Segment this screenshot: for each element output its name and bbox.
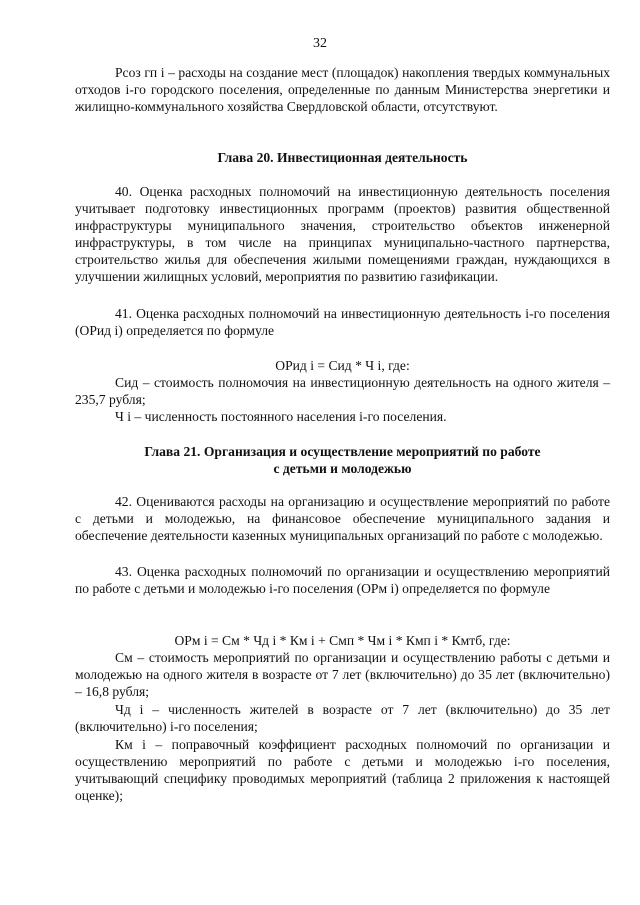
definition-ch: Ч i – численность постоянного населения i-го поселения.: [115, 409, 447, 424]
chapter-21-heading-line2: с детьми и молодежью: [273, 461, 412, 477]
paragraph-42: 42. Оцениваются расходы на организацию и осуществление мероприятий по работе с детьми и молодежью, на финансовое обеспечение муниципального задания и обеспечение деятельности казенных муниципальных организаций по работе с молодежью.: [75, 494, 610, 544]
definition-km: Км i – поправочный коэффициент расходных полномочий по организации и осуществлению мероприятий по работе с детьми и молодежью i-го поселения, учитывающий специфику проводимых мероприятий (таблица 2 приложения к настоящей оценке);: [75, 737, 610, 804]
formula-orid: ОРид i = Сид * Ч i, где:: [275, 358, 410, 373]
definition-sid: Сид – стоимость полномочия на инвестиционную деятельность на одного жителя – 235,7 рубля;: [75, 375, 610, 408]
definition-chd: Чд i – численность жителей в возрасте от 7 лет (включительно) до 35 лет (включительно) i-го поселения;: [75, 702, 610, 735]
paragraph-41: 41. Оценка расходных полномочий на инвестиционную деятельность i-го поселения (ОРид i) определяется по формуле: [75, 306, 610, 339]
chapter-21-heading-line1: Глава 21. Организация и осуществление мероприятий по работе: [144, 444, 541, 459]
definition-sm: См – стоимость мероприятий по организации и осуществлению работы с детьми и молодежью на одного жителя в возрасте от 7 лет (включительно) до 35 лет (включительно) – 16,8 рубля;: [75, 650, 610, 700]
formula-orm: ОРм i = См * Чд i * Км i + Смп * Чм i * Кмп i * Кмтб, где:: [174, 633, 511, 648]
chapter-21-heading: [75, 443, 610, 477]
page-number: 32: [313, 36, 327, 51]
paragraph-43: 43. Оценка расходных полномочий по организации и осуществлению мероприятий по работе с детьми и молодежью i-го поселения (ОРм i) определяется по формуле: [75, 564, 610, 597]
paragraph-40: 40. Оценка расходных полномочий на инвестиционную деятельность поселения учитывает подготовку инвестиционных программ (проектов) развития общественной инфраструктуры муниципального значения, строительство объектов инженерной инфраструктуры, в том числе на принципах муниципально-частного партнерства, строительство жилья для обеспечения жилыми помещениями граждан, нуждающихся в улучшении жилищных условий, мероприятия по развитию газификации.: [75, 184, 610, 285]
chapter-20-heading: Глава 20. Инвестиционная деятельность: [217, 150, 468, 165]
paragraph-pcoz: Рсоз гп i – расходы на создание мест (площадок) накопления твердых коммунальных отходов i-го городского поселения, определенные по данным Министерства энергетики и жилищно-коммунального хозяйства Свердловской области, отсутствуют.: [75, 65, 610, 115]
